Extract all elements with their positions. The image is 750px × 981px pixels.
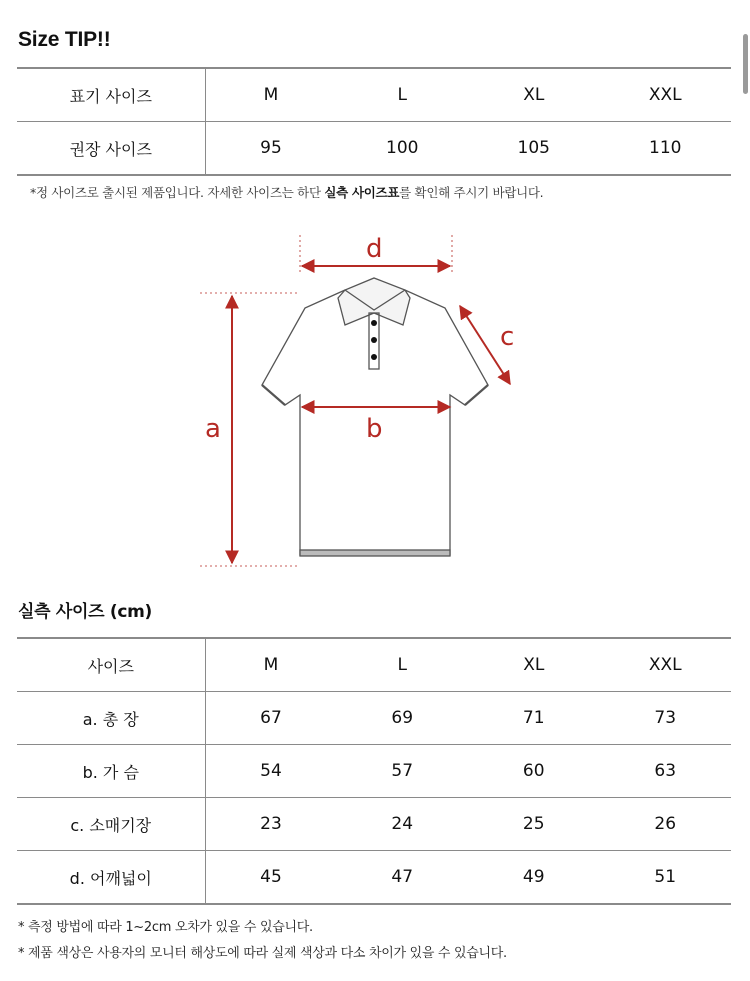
- table-cell: 표기 사이즈: [17, 68, 205, 122]
- button-icon: [371, 337, 377, 343]
- footnote: * 측정 방법에 따라 1~2cm 오차가 있을 수 있습니다.: [18, 920, 313, 935]
- table-cell: 권장 사이즈: [17, 122, 205, 176]
- size-note-suffix: 를 확인해 주시기 바랍니다.: [399, 185, 544, 200]
- table-cell: 95: [205, 122, 337, 176]
- table-cell: 100: [337, 122, 469, 176]
- table-cell: 63: [600, 745, 732, 798]
- table-cell: 71: [468, 692, 600, 745]
- table-cell: 110: [600, 122, 732, 176]
- table-cell: 26: [600, 798, 732, 851]
- page-title: Size TIP!!: [18, 28, 111, 51]
- table-cell: 사이즈: [17, 638, 205, 692]
- table-cell: 54: [205, 745, 337, 798]
- table-cell: M: [263, 85, 279, 105]
- size-note: [30, 183, 543, 201]
- table-row: [17, 122, 731, 176]
- footnote: * 제품 색상은 사용자의 모니터 해상도에 따라 실제 색상과 다소 차이가 있을 수 있습니다.: [18, 946, 507, 961]
- label-d: d: [366, 234, 383, 264]
- label-c: c: [500, 322, 515, 352]
- table-cell: c. 소매기장: [17, 798, 205, 851]
- section-title: 실측 사이즈 (cm): [18, 602, 152, 622]
- table-cell: XL: [523, 85, 545, 105]
- table-cell: 49: [468, 851, 600, 905]
- size-guide-table: [17, 67, 731, 176]
- table-cell: 24: [337, 798, 469, 851]
- table-row: [17, 638, 731, 692]
- measurement-table: [17, 637, 731, 905]
- table-cell: M: [263, 655, 279, 675]
- table-row: [17, 798, 731, 851]
- table-cell: 45: [205, 851, 337, 905]
- label-b: b: [366, 414, 383, 444]
- table-row: [17, 851, 731, 905]
- size-note-prefix: *정 사이즈로 출시된 제품입니다. 자세한 사이즈는 하단: [30, 185, 325, 200]
- table-cell: d. 어깨넓이: [17, 851, 205, 905]
- table-cell: XL: [523, 655, 545, 675]
- table-cell: XXL: [648, 655, 682, 675]
- table-cell: 47: [337, 851, 469, 905]
- label-a: a: [205, 414, 221, 444]
- table-cell: XXL: [648, 85, 682, 105]
- table-row: [17, 692, 731, 745]
- button-icon: [371, 354, 377, 360]
- table-row: [17, 745, 731, 798]
- button-icon: [371, 320, 377, 326]
- table-cell: 73: [600, 692, 732, 745]
- table-row: [17, 68, 731, 122]
- shirt-measurement-diagram: [190, 225, 530, 575]
- table-cell: 67: [205, 692, 337, 745]
- table-cell: L: [397, 85, 407, 105]
- table-cell: 57: [337, 745, 469, 798]
- table-cell: a. 총 장: [17, 692, 205, 745]
- table-cell: 60: [468, 745, 600, 798]
- table-cell: 51: [600, 851, 732, 905]
- table-cell: 69: [337, 692, 469, 745]
- scrollbar[interactable]: [743, 34, 748, 94]
- table-cell: L: [397, 655, 407, 675]
- table-cell: 25: [468, 798, 600, 851]
- table-cell: 23: [205, 798, 337, 851]
- table-cell: b. 가 슴: [17, 745, 205, 798]
- table-cell: 105: [468, 122, 600, 176]
- size-note-bold: 실측 사이즈표: [324, 185, 400, 200]
